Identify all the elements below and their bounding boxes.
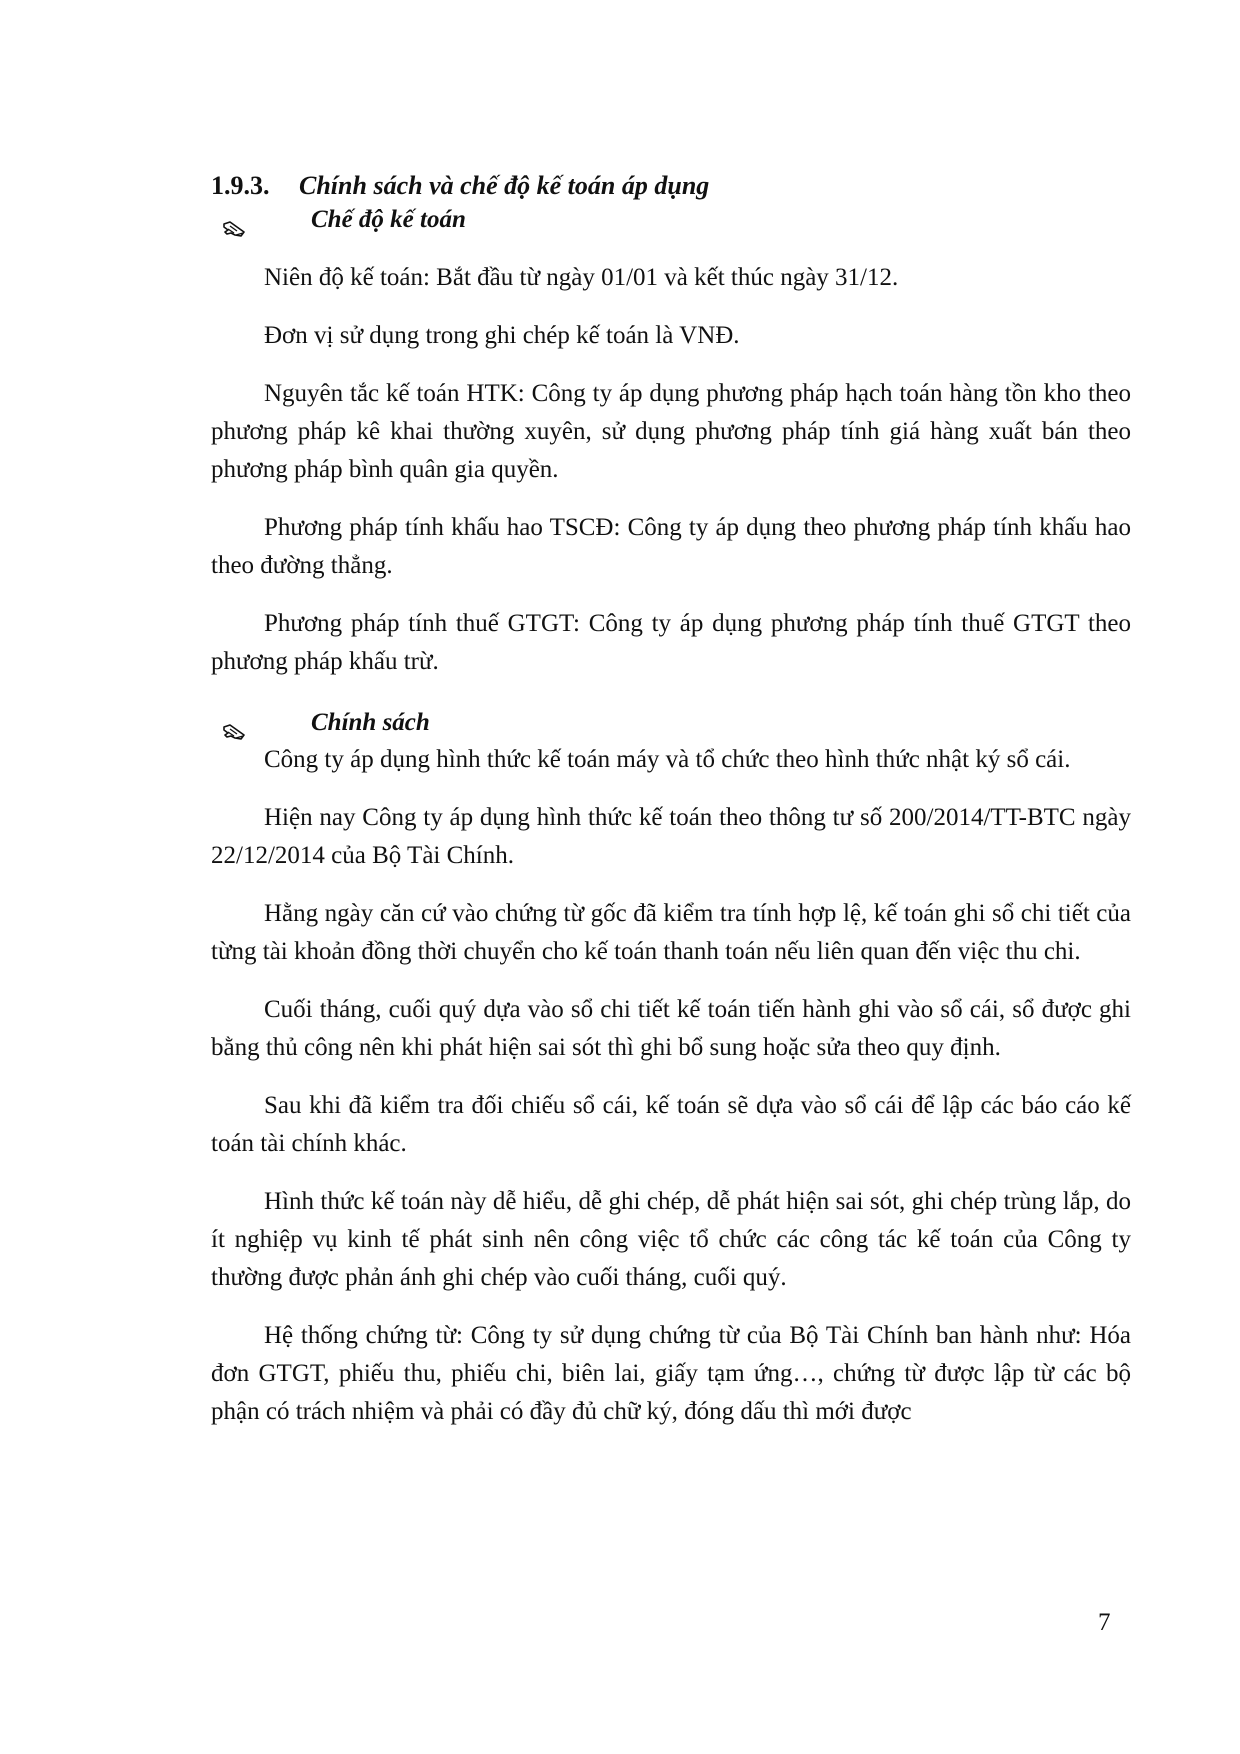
- subsection-heading-chinh-sach: [211, 705, 1131, 741]
- paragraph: Đơn vị sử dụng trong ghi chép kế toán là VNĐ.: [264, 322, 740, 349]
- paragraph: Công ty áp dụng hình thức kế toán máy và tổ chức theo hình thức nhật ký sổ cái.: [264, 746, 1071, 773]
- paragraph: Hệ thống chứng từ: Công ty sử dụng chứng từ của Bộ Tài Chính ban hành như: Hóa đơn GTGT, phiếu thu, phiếu chi, biên lai, giấy tạm ứng…, chứng từ được lập từ các bộ phận có trách nhiệm và phải có đầy đủ chữ ký, đóng dấu thì mới được: [211, 1322, 1131, 1425]
- paragraph: Cuối tháng, cuối quý dựa vào sổ chi tiết kế toán tiến hành ghi vào sổ cái, sổ được ghi bằng thủ công nên khi phát hiện sai sót thì ghi bổ sung hoặc sửa theo quy định.: [211, 996, 1131, 1061]
- paragraph: Hiện nay Công ty áp dụng hình thức kế toán theo thông tư số 200/2014/TT-BTC ngày 22/12/2014 của Bộ Tài Chính.: [211, 804, 1131, 869]
- subsection-heading-che-do: [211, 202, 1131, 238]
- subsection-title: Chế độ kế toán: [311, 206, 466, 233]
- paragraph: Phương pháp tính thuế GTGT: Công ty áp dụng phương pháp tính thuế GTGT theo phương pháp khấu trừ.: [211, 610, 1131, 675]
- writing-hand-icon: [223, 715, 245, 731]
- page-number: 7: [1098, 1609, 1111, 1636]
- paragraph: Hằng ngày căn cứ vào chứng từ gốc đã kiểm tra tính hợp lệ, kế toán ghi sổ chi tiết của từng tài khoản đồng thời chuyển cho kế toán thanh toán nếu liên quan đến việc thu chi.: [211, 900, 1131, 965]
- page-content: [211, 168, 1131, 1431]
- section-number: 1.9.3.: [211, 171, 270, 200]
- paragraph: Niên độ kế toán: Bắt đầu từ ngày 01/01 và kết thúc ngày 31/12.: [264, 264, 899, 291]
- paragraph: Phương pháp tính khấu hao TSCĐ: Công ty áp dụng theo phương pháp tính khấu hao theo đường thẳng.: [211, 514, 1131, 579]
- paragraph: Nguyên tắc kế toán HTK: Công ty áp dụng phương pháp hạch toán hàng tồn kho theo phương pháp kê khai thường xuyên, sử dụng phương pháp tính giá hàng xuất bán theo phương pháp bình quân gia quyền.: [211, 380, 1131, 483]
- writing-hand-icon: [223, 212, 245, 228]
- subsection-title: Chính sách: [311, 709, 430, 736]
- section-title: Chính sách và chế độ kế toán áp dụng: [299, 171, 710, 200]
- paragraph: Sau khi đã kiểm tra đối chiếu sổ cái, kế toán sẽ dựa vào sổ cái để lập các báo cáo kế toán tài chính khác.: [211, 1092, 1131, 1157]
- paragraph: Hình thức kế toán này dễ hiểu, dễ ghi chép, dễ phát hiện sai sót, ghi chép trùng lắp, do ít nghiệp vụ kinh tế phát sinh nên công việc tổ chức các công tác kế toán của Công ty thường được phản ánh ghi chép vào cuối tháng, cuối quý.: [211, 1188, 1131, 1291]
- section-heading: [211, 168, 1131, 204]
